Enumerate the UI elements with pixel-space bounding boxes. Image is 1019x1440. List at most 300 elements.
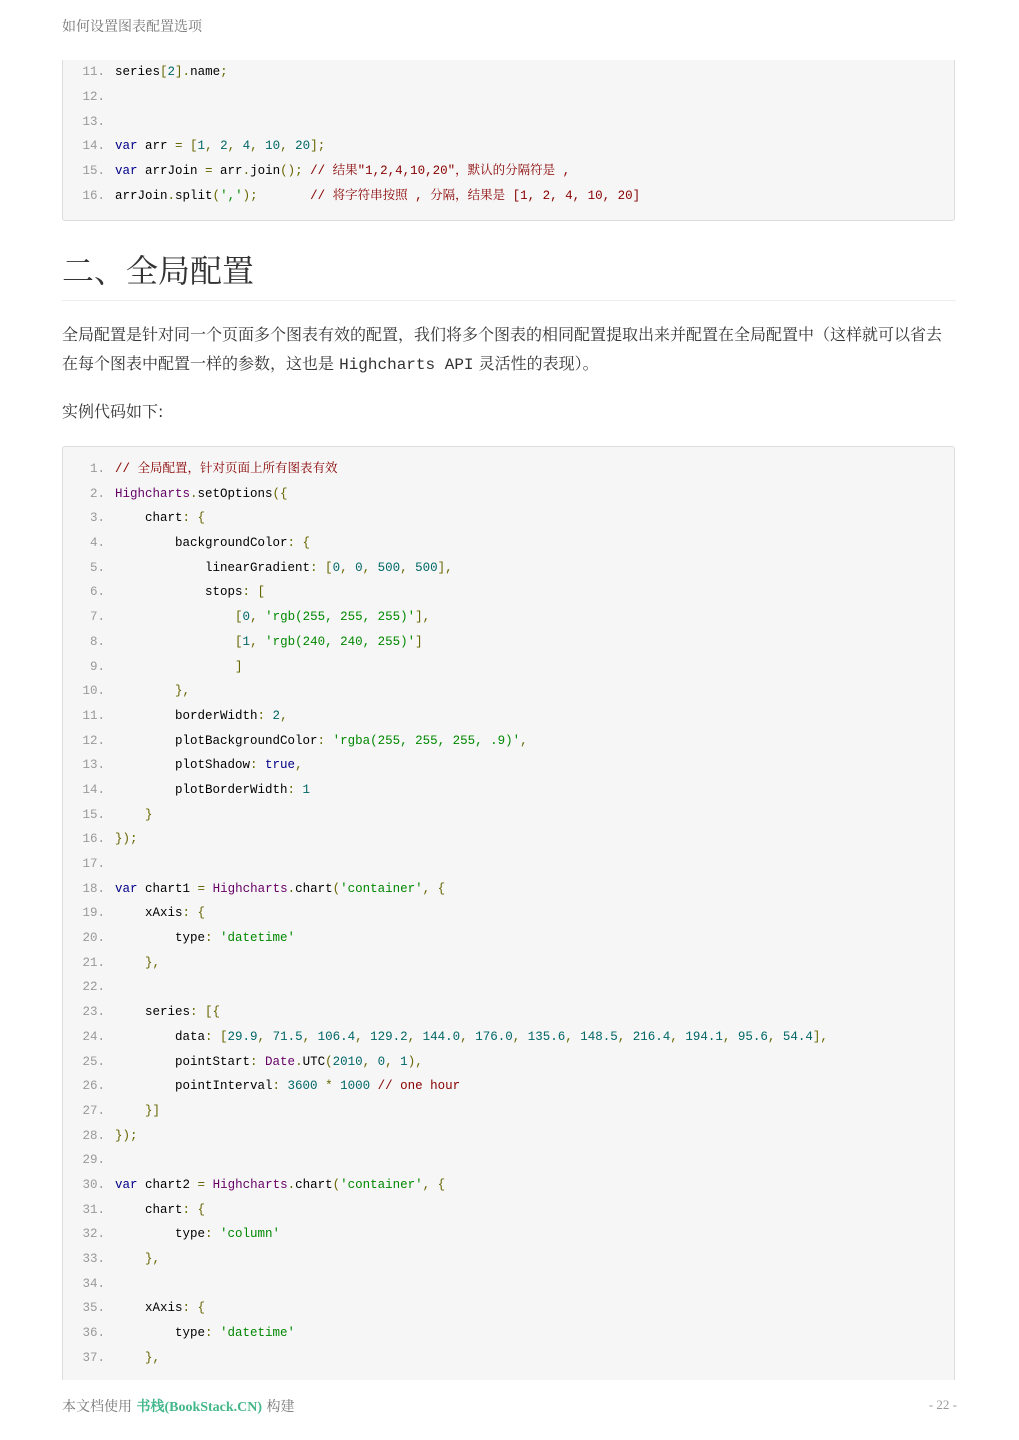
code-token: var <box>115 881 138 896</box>
line-number: 8. <box>89 634 105 649</box>
line-number: 27. <box>82 1103 105 1118</box>
line-number: 24. <box>82 1029 105 1044</box>
code-token: : <box>257 708 273 723</box>
code-text <box>115 561 453 575</box>
code-token <box>115 1351 145 1365</box>
code-token: Date <box>265 1054 296 1069</box>
line-number: 3. <box>89 511 105 526</box>
code-token: pointStart <box>115 1054 251 1069</box>
code-text <box>115 610 430 624</box>
code-token: 216.4 <box>632 1029 671 1044</box>
code-token: 1 <box>242 634 251 649</box>
line-number: 13. <box>82 114 105 129</box>
code-token: . <box>242 164 251 179</box>
code-token: ({ <box>272 486 288 501</box>
code-token: 0 <box>355 560 363 575</box>
code-token: : [ <box>205 1029 228 1044</box>
code-token <box>318 1079 326 1093</box>
code-line <box>63 134 954 159</box>
code-line <box>63 704 954 729</box>
code-text <box>115 1030 828 1044</box>
code-token: 'container' <box>340 1177 423 1192</box>
code-token: Highcharts <box>212 1177 288 1192</box>
code-token: , { <box>422 881 446 896</box>
line-number: 16. <box>82 832 105 847</box>
code-token: ; <box>220 65 228 79</box>
code-token: , { <box>422 1177 446 1192</box>
code-token: , <box>355 1029 371 1044</box>
line-number: 15. <box>82 807 105 822</box>
code-line <box>63 1050 954 1075</box>
code-token: chart1 <box>137 881 198 896</box>
code-line <box>63 630 954 655</box>
code-token: 1 <box>197 139 206 154</box>
code-token: [ <box>160 65 168 79</box>
code-text <box>115 660 243 674</box>
code-token: 'datetime' <box>220 1326 296 1341</box>
code-token: borderWidth <box>115 708 258 723</box>
code-token <box>303 164 311 178</box>
code-token: : <box>205 1326 221 1341</box>
code-token: . <box>167 188 176 203</box>
code-token: 71.5 <box>272 1029 303 1044</box>
code-token: , <box>302 1029 318 1044</box>
code-text <box>115 1104 160 1118</box>
line-number: 30. <box>82 1177 105 1192</box>
code-token: 129.2 <box>370 1029 408 1044</box>
line-number: 12. <box>82 733 105 748</box>
code-text <box>115 1055 423 1069</box>
code-token: , <box>340 560 356 575</box>
code-line <box>63 457 954 482</box>
code-token: , <box>227 139 243 154</box>
code-line <box>63 85 954 110</box>
code-text <box>115 65 228 79</box>
footer-suffix: 构建 <box>262 1399 295 1415</box>
code-text <box>115 783 310 797</box>
code-token <box>115 684 175 698</box>
code-token: : { <box>182 906 206 921</box>
code-token: : <box>250 758 266 773</box>
code-token: 2 <box>220 139 228 154</box>
line-number: 4. <box>89 536 105 551</box>
code-token: , <box>257 1029 273 1044</box>
code-token: ), <box>407 1054 423 1069</box>
code-token: ], <box>437 560 453 575</box>
code-token: arr <box>212 164 243 179</box>
code-text <box>115 536 310 550</box>
code-token: : [ <box>310 560 333 575</box>
code-token: ]; <box>310 139 326 154</box>
code-text <box>115 734 528 748</box>
code-token: }, <box>175 684 191 699</box>
code-token: 2 <box>272 708 281 723</box>
code-line <box>63 1124 954 1149</box>
code-text <box>115 832 138 846</box>
code-token: var <box>115 1177 138 1192</box>
code-text <box>115 139 325 153</box>
code-line <box>63 482 954 507</box>
code-block-main <box>62 446 955 1380</box>
code-token: chart <box>115 1202 183 1217</box>
code-token: }); <box>115 832 138 847</box>
code-line <box>63 1222 954 1247</box>
code-text <box>115 1005 220 1019</box>
line-number: 29. <box>82 1153 105 1168</box>
code-token: backgroundColor <box>115 536 288 551</box>
code-token: , <box>407 1029 423 1044</box>
code-token: 176.0 <box>475 1029 513 1044</box>
code-token: , <box>280 139 296 154</box>
code-token: ( <box>332 1177 341 1192</box>
code-line <box>63 159 954 184</box>
bookstack-link[interactable]: 书栈(BookStack.CN) <box>136 1400 263 1415</box>
code-text <box>115 1129 138 1143</box>
code-token: [ <box>235 634 243 649</box>
code-line <box>63 184 954 209</box>
code-token: xAxis <box>115 1301 183 1316</box>
code-text <box>115 635 423 649</box>
line-number: 14. <box>82 782 105 797</box>
line-number: 35. <box>82 1301 105 1316</box>
code-token <box>115 610 235 624</box>
code-line <box>63 729 954 754</box>
code-token: }, <box>145 955 161 970</box>
code-token: . <box>295 1054 303 1069</box>
code-token: } <box>145 807 153 822</box>
code-token: , <box>512 1029 528 1044</box>
code-token: : { <box>287 536 311 551</box>
code-line <box>63 1346 954 1371</box>
page-header-title: 如何设置图表配置选项 <box>62 19 202 35</box>
code-token: ]. <box>175 65 191 79</box>
code-token: setOptions <box>197 486 273 501</box>
code-line <box>63 531 954 556</box>
code-token: . <box>287 881 296 896</box>
code-token: 'rgb(240, 240, 255)' <box>265 634 416 649</box>
footer-credit <box>62 1396 295 1416</box>
code-token: , <box>250 610 266 625</box>
code-text <box>115 1227 280 1241</box>
code-token: var <box>115 164 138 179</box>
code-token: 2010 <box>332 1054 363 1069</box>
code-line <box>63 1321 954 1346</box>
code-line <box>63 1296 954 1321</box>
code-text <box>115 511 205 525</box>
paragraph-text: 全局配置是针对同一个页面多个图表有效的配置，我们将多个图表的相同配置提取出来并配置在全局配置中（这样就可以省去在每个图表中配置一样的参数，这也是 <box>62 325 943 373</box>
line-number: 21. <box>82 955 105 970</box>
code-token: . <box>190 486 198 501</box>
line-number: 34. <box>82 1276 105 1291</box>
code-line <box>63 975 954 1000</box>
code-token: 2 <box>167 65 176 79</box>
code-text <box>115 1079 460 1093</box>
line-number: 36. <box>82 1326 105 1341</box>
code-text <box>115 1351 160 1365</box>
code-line <box>63 1173 954 1198</box>
code-block-top <box>62 60 955 221</box>
code-token: // one hour <box>377 1079 461 1094</box>
code-token: 10 <box>265 139 281 154</box>
code-token: , <box>280 708 288 723</box>
line-number: 32. <box>82 1227 105 1242</box>
paragraph-code-term: Highcharts API <box>339 356 474 374</box>
code-token: , <box>250 634 266 649</box>
code-token: : { <box>182 1301 206 1316</box>
code-token: , <box>362 1054 378 1069</box>
code-token: }, <box>145 1350 161 1365</box>
code-token: 500 <box>377 560 401 575</box>
code-token: ( <box>212 188 221 203</box>
code-token: = <box>197 881 206 896</box>
code-token: 'rgba(255, 255, 255, .9)' <box>332 733 521 748</box>
code-token: : <box>205 931 221 946</box>
code-token <box>115 1104 145 1118</box>
code-line <box>63 1272 954 1297</box>
code-line <box>63 852 954 877</box>
code-token: * <box>325 1079 333 1094</box>
line-number: 10. <box>82 684 105 699</box>
code-line <box>63 556 954 581</box>
code-line <box>63 926 954 951</box>
code-token: , <box>617 1029 633 1044</box>
code-token <box>333 1079 341 1093</box>
code-text <box>115 808 153 822</box>
code-token: , <box>722 1029 738 1044</box>
code-token: pointInterval <box>115 1079 273 1094</box>
code-token: 'container' <box>340 881 423 896</box>
code-token: 135.6 <box>527 1029 566 1044</box>
code-token: 1 <box>400 1054 408 1069</box>
code-token: 0 <box>332 560 341 575</box>
code-token: 0 <box>242 610 251 625</box>
code-line <box>63 753 954 778</box>
code-token: 0 <box>377 1054 386 1069</box>
code-line <box>63 60 954 85</box>
code-line <box>63 580 954 605</box>
code-token: 'datetime' <box>220 931 296 946</box>
line-number: 28. <box>82 1128 105 1143</box>
code-text <box>115 1301 205 1315</box>
code-token: split <box>175 188 213 203</box>
code-text <box>115 956 160 970</box>
code-token: : <box>287 782 303 797</box>
code-token: ], <box>812 1029 828 1044</box>
line-number: 31. <box>82 1202 105 1217</box>
code-token: }, <box>145 1252 161 1266</box>
code-line <box>63 803 954 828</box>
code-token: var <box>115 139 138 154</box>
code-line <box>63 901 954 926</box>
code-token <box>205 1178 213 1192</box>
line-number: 18. <box>82 881 105 896</box>
code-line <box>63 1099 954 1124</box>
code-text <box>115 1178 445 1192</box>
code-token: , <box>520 733 528 748</box>
code-token <box>115 808 145 822</box>
code-token: 148.5 <box>580 1029 618 1044</box>
code-token: // 结果"1,2,4,10,20"，默认的分隔符是 , <box>310 164 571 179</box>
code-token: ',' <box>220 188 243 203</box>
line-number: 26. <box>82 1079 105 1094</box>
code-token: 1000 <box>340 1079 371 1094</box>
code-line <box>63 877 954 902</box>
line-number: 7. <box>89 610 105 625</box>
code-token: 500 <box>415 560 438 575</box>
code-token: = [ <box>175 139 198 154</box>
code-token: : [{ <box>190 1005 221 1020</box>
code-token: type <box>115 1227 206 1242</box>
code-text <box>115 882 445 896</box>
section-divider <box>62 300 956 301</box>
paragraph-text-end: 灵活性的表现）。 <box>473 354 599 373</box>
code-line <box>63 679 954 704</box>
code-token: . <box>287 1177 296 1192</box>
code-token: = <box>197 1177 206 1192</box>
code-token: 54.4 <box>782 1029 813 1044</box>
code-line <box>63 951 954 976</box>
code-token: }] <box>145 1103 161 1118</box>
code-token: 'column' <box>220 1227 281 1242</box>
line-number: 6. <box>89 585 105 600</box>
code-text <box>115 164 570 178</box>
line-number: 23. <box>82 1005 105 1020</box>
code-line <box>63 1074 954 1099</box>
code-token: arrJoin <box>137 164 206 179</box>
code-line <box>63 506 954 531</box>
code-line <box>63 1000 954 1025</box>
footer-prefix: 本文档使用 <box>62 1399 137 1415</box>
code-token: , <box>767 1029 783 1044</box>
code-token: linearGradient <box>115 560 311 575</box>
code-token: = <box>205 164 213 179</box>
code-token: Highcharts <box>212 881 288 896</box>
line-number: 22. <box>82 980 105 995</box>
code-line <box>63 778 954 803</box>
code-token: series <box>115 1005 191 1020</box>
code-text <box>115 709 288 723</box>
code-token: : <box>205 1227 221 1242</box>
code-text <box>115 189 640 203</box>
code-token: , <box>250 139 266 154</box>
code-text <box>115 1252 160 1266</box>
code-token: 144.0 <box>422 1029 461 1044</box>
code-token: ( <box>325 1054 333 1069</box>
code-token: series <box>115 65 161 79</box>
section-paragraph <box>62 320 956 380</box>
code-token: ] <box>235 659 243 674</box>
code-token: ); <box>242 188 258 203</box>
code-token: , <box>565 1029 581 1044</box>
code-token: chart2 <box>137 1177 198 1192</box>
code-token: type <box>115 1326 206 1341</box>
code-token <box>115 635 235 649</box>
code-token: , <box>670 1029 686 1044</box>
example-label: 实例代码如下: <box>62 402 164 421</box>
line-number: 5. <box>89 560 105 575</box>
code-token: name <box>190 65 221 79</box>
code-token: : { <box>182 1202 206 1217</box>
code-token: 95.6 <box>737 1029 768 1044</box>
line-number: 19. <box>82 906 105 921</box>
code-token: arrJoin <box>115 188 168 203</box>
line-number: 12. <box>82 89 105 104</box>
code-token: , <box>362 560 378 575</box>
line-number: 20. <box>82 931 105 946</box>
code-token: [ <box>235 610 243 625</box>
code-line <box>63 827 954 852</box>
code-token: Highcharts <box>115 486 191 501</box>
section-heading: 二、全局配置 <box>62 252 255 290</box>
code-token: 4 <box>242 139 251 154</box>
code-token: chart <box>295 1177 333 1192</box>
code-line <box>63 110 954 135</box>
code-token <box>258 189 311 203</box>
code-token: : <box>272 1079 288 1094</box>
code-line <box>63 1025 954 1050</box>
code-token: , <box>295 758 303 773</box>
line-number: 11. <box>82 65 105 79</box>
line-number: 15. <box>82 164 105 179</box>
code-line <box>63 1198 954 1223</box>
code-token: ], <box>415 610 431 625</box>
code-token: 'rgb(255, 255, 255)' <box>265 610 416 625</box>
line-number: 9. <box>89 659 105 674</box>
code-token: , <box>205 139 221 154</box>
code-token: 3600 <box>287 1079 318 1094</box>
code-token: 106.4 <box>317 1029 356 1044</box>
code-token: UTC <box>302 1054 326 1069</box>
code-token: plotBorderWidth <box>115 782 288 797</box>
code-text <box>115 684 190 698</box>
code-line <box>63 605 954 630</box>
code-token: 29.9 <box>227 1029 258 1044</box>
code-token: , <box>385 1054 401 1069</box>
line-number: 25. <box>82 1054 105 1069</box>
code-token: arr <box>137 139 176 154</box>
code-text <box>115 1203 205 1217</box>
code-token: chart <box>115 511 183 526</box>
line-number: 37. <box>82 1350 105 1365</box>
code-token: type <box>115 931 206 946</box>
code-token: xAxis <box>115 906 183 921</box>
code-token: 194.1 <box>685 1029 723 1044</box>
code-token: 20 <box>295 139 311 154</box>
code-line <box>63 1148 954 1173</box>
code-text <box>115 906 205 920</box>
code-token: ( <box>332 881 341 896</box>
code-token: : <box>317 733 333 748</box>
code-token <box>115 1252 145 1266</box>
code-text <box>115 487 288 501</box>
code-token: join <box>250 164 281 179</box>
code-token: // 全局配置，针对页面上所有图表有效 <box>115 462 338 476</box>
line-number: 33. <box>82 1252 105 1266</box>
code-text <box>115 931 295 945</box>
code-line <box>63 1247 954 1272</box>
code-token <box>115 660 235 674</box>
code-token: : <box>250 1054 266 1069</box>
code-text <box>115 758 303 772</box>
page-number: - 22 - <box>928 1397 957 1412</box>
line-number: 13. <box>82 758 105 773</box>
line-number: 11. <box>82 708 105 723</box>
line-number: 16. <box>82 188 105 203</box>
code-token <box>115 956 145 970</box>
code-token: plotShadow <box>115 758 251 773</box>
code-token <box>370 1079 378 1093</box>
line-number: 17. <box>82 857 105 871</box>
